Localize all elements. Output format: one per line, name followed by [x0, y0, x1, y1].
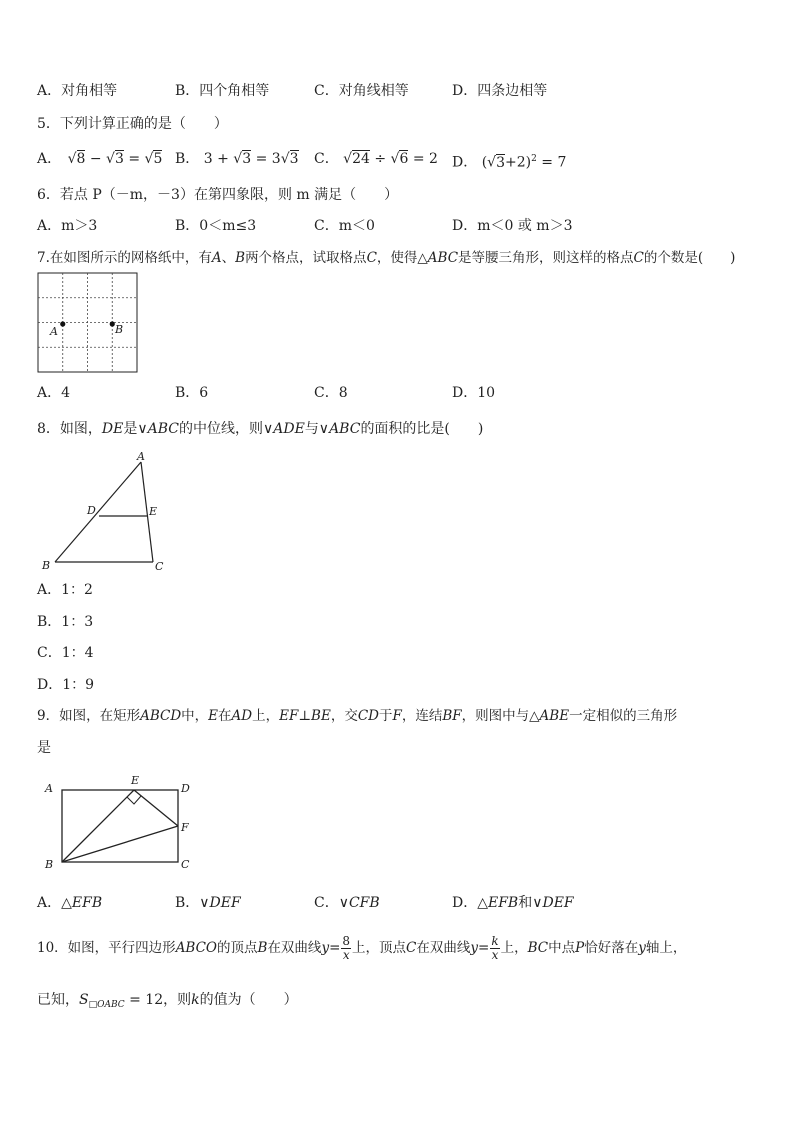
- q5-option-a: A． √8 − √3 = √5: [37, 151, 163, 167]
- grid-label-a: A: [50, 325, 58, 338]
- q4-option-b: B．四个角相等: [175, 83, 270, 99]
- q7-stem: 7.在如图所示的网格纸中，有A、B两个格点，试取格点C，使得△ABC是等腰三角形，则这样的格点C的个数是( ): [37, 250, 736, 266]
- grid-point-a: [60, 321, 65, 326]
- label-c: C: [155, 560, 164, 573]
- q4-option-a: A．对角相等: [37, 83, 118, 99]
- q10-stem: 10．如图，平行四边形ABCO的顶点B在双曲线y= $\frac{8}{x}$ 上，顶点C在双曲线y= $\frac{k}{x}$ 上，BC中点P恰好落在y轴上，: [37, 934, 687, 962]
- q8-option-a: A．1：2: [37, 582, 93, 598]
- label-d: D: [181, 782, 190, 795]
- q5-option-c: C． √24 ÷ √6 = 2: [314, 151, 438, 167]
- grid-label-b: B: [115, 323, 124, 336]
- q8-triangle-figure: [37, 448, 177, 576]
- label-f: F: [181, 821, 189, 834]
- q4-option-c: C．对角线相等: [314, 83, 409, 99]
- label-a: A: [45, 782, 53, 795]
- fraction-k-over-x: $\frac{k}{x}$: [491, 934, 499, 962]
- q9-option-c: C．∨CFB: [314, 895, 380, 911]
- label-c: C: [181, 858, 190, 871]
- q7-option-a: A．4: [37, 385, 71, 401]
- right-angle-mark: [127, 796, 141, 804]
- segment-ef: [134, 790, 178, 826]
- q6-stem: 6．若点 P（－m，－3）在第四象限，则 m 满足（ ）: [37, 187, 399, 203]
- label-e: E: [149, 505, 158, 518]
- q7-option-d: D．10: [452, 385, 496, 401]
- q9-option-b: B．∨DEF: [175, 895, 241, 911]
- q6-option-a: A．m＞3: [37, 218, 98, 234]
- label-b: B: [45, 858, 54, 871]
- q5-option-b: B． 3 + √3 = 3√3: [175, 151, 299, 167]
- q7-option-b: B．6: [175, 385, 209, 401]
- label-d: D: [87, 504, 96, 517]
- q9-option-a: A．△EFB: [37, 895, 103, 911]
- label-a: A: [137, 450, 145, 463]
- q8-stem: 8．如图，DE是∨ABC的中位线，则∨ADE与∨ABC的面积的比是( ): [37, 421, 484, 437]
- q5-option-d: D． $(√3+2)^2 = 7$: [452, 154, 567, 171]
- q9-stem: 9．如图，在矩形ABCD中，E在AD上，EF⊥BE，交CD于F，连结BF，则图中与△ABE一定相似的三角形: [37, 708, 678, 724]
- q7-option-c: C．8: [314, 385, 348, 401]
- q6-option-c: C．m＜0: [314, 218, 375, 234]
- side-ab: [55, 462, 141, 562]
- q4-option-d: D．四条边相等: [452, 83, 548, 99]
- rectangle-abcd: [62, 790, 178, 862]
- q9-stem-line2: 是: [37, 740, 51, 756]
- q8-option-d: D．1：9: [37, 677, 95, 693]
- label-b: B: [42, 559, 51, 572]
- q6-option-d: D．m＜0 或 m＞3: [452, 218, 573, 234]
- q8-option-b: B．1：3: [37, 614, 94, 630]
- q9-rectangle-figure: [37, 772, 207, 872]
- q6-option-b: B．0＜m≤3: [175, 218, 257, 234]
- q7-grid-figure: [37, 272, 139, 374]
- q5-stem: 5．下列计算正确的是（ ）: [37, 116, 228, 132]
- fraction-8-over-x: $\frac{8}{x}$: [342, 934, 351, 962]
- q8-option-c: C．1：4: [37, 645, 94, 661]
- label-e: E: [131, 774, 140, 787]
- q10-stem-line2: 已知，$S_{□OABC} = 12$，则k的值为（ ）: [37, 992, 298, 1010]
- q9-option-d: D．△EFB和∨DEF: [452, 895, 574, 911]
